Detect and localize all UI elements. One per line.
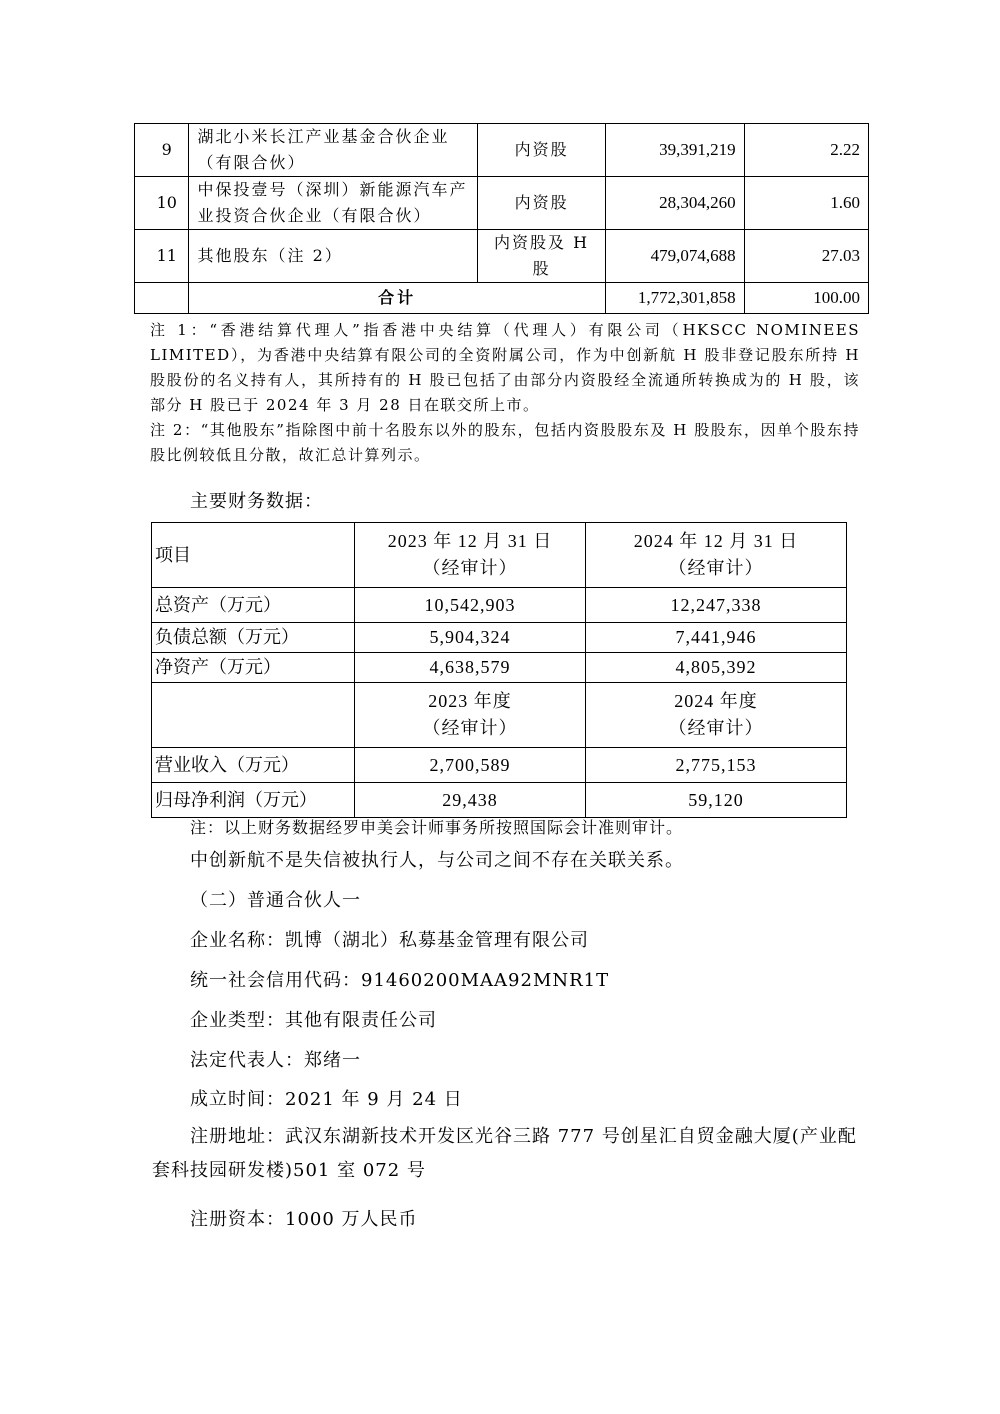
header-year-2-date: 2024 年 12 月 31 日 bbox=[633, 531, 799, 551]
founded-date: 成立时间：2021 年 9 月 24 日 bbox=[190, 1089, 463, 1110]
row-number: 9 bbox=[135, 124, 189, 177]
row-value-2: 59,120 bbox=[586, 783, 847, 818]
table-row bbox=[152, 783, 847, 818]
table-row bbox=[135, 124, 869, 177]
subheader-year-1-label: 2023 年度 bbox=[428, 691, 512, 711]
row-value-1: 10,542,903 bbox=[355, 588, 586, 623]
table-row bbox=[152, 653, 847, 683]
section-title: （二）普通合伙人一 bbox=[190, 890, 361, 911]
legal-representative: 法定代表人：郑绪一 bbox=[190, 1050, 361, 1071]
subheader-year-1-audit: （经审计） bbox=[422, 718, 518, 738]
row-item: 净资产（万元） bbox=[152, 653, 355, 683]
share-percent: 1.60 bbox=[744, 177, 868, 230]
row-value-2: 7,441,946 bbox=[586, 623, 847, 653]
table-row bbox=[152, 748, 847, 783]
registered-address: 注册地址：武汉东湖新技术开发区光谷三路 777 号创星汇自贸金融大厦(产业配套科技园研发楼)501 室 072 号 bbox=[152, 1126, 857, 1181]
finance-heading: 主要财务数据： bbox=[190, 491, 323, 512]
row-value-1: 5,904,324 bbox=[355, 623, 586, 653]
share-count: 39,391,219 bbox=[605, 124, 744, 177]
total-row bbox=[135, 283, 869, 314]
row-number: 11 bbox=[135, 230, 189, 283]
company-name: 企业名称：凯博（湖北）私募基金管理有限公司 bbox=[190, 930, 589, 951]
subheader-year-2-label: 2024 年度 bbox=[674, 691, 758, 711]
table-row bbox=[152, 623, 847, 653]
shareholder-name: 其他股东（注 2） bbox=[189, 230, 478, 283]
row-number: 10 bbox=[135, 177, 189, 230]
total-shares: 1,772,301,858 bbox=[605, 283, 744, 314]
note-1: 注 1：“香港结算代理人”指香港中央结算（代理人）有限公司（HKSCC NOMINEES LIMITED），为香港中央结算有限公司的全资附属公司，作为中创新航 H 股非登记股东所持 H 股股份的名义持有人，其所持有的 H 股已包括了由部分内资股经全流通所转换成为的 H 股，该部分 H 股已于 2024 年 3 月 28 日在联交所上市。 bbox=[150, 321, 860, 414]
shareholder-name: 中保投壹号（深圳）新能源汽车产业投资合伙企业（有限合伙） bbox=[189, 177, 478, 230]
header-year-1 bbox=[355, 523, 586, 588]
header-item: 项目 bbox=[152, 523, 355, 588]
subheader-year-2 bbox=[586, 683, 847, 748]
row-value-2: 2,775,153 bbox=[586, 748, 847, 783]
subheader-year-2-audit: （经审计） bbox=[668, 718, 764, 738]
finance-note: 注：以上财务数据经罗申美会计师事务所按照国际会计准则审计。 bbox=[190, 818, 684, 837]
header-year-2-audit: （经审计） bbox=[668, 558, 764, 578]
note-2: 注 2：“其他股东”指除图中前十名股东以外的股东，包括内资股股东及 H 股股东，因单个股东持股比例较低且分散，故汇总计算列示。 bbox=[150, 421, 860, 464]
table-row bbox=[152, 588, 847, 623]
share-type: 内资股 bbox=[478, 177, 605, 230]
header-year-1-audit: （经审计） bbox=[422, 558, 518, 578]
table-subheader-row bbox=[152, 683, 847, 748]
shareholder-table bbox=[134, 123, 869, 314]
total-label: 合计 bbox=[189, 283, 605, 314]
row-item: 负债总额（万元） bbox=[152, 623, 355, 653]
header-year-1-date: 2023 年 12 月 31 日 bbox=[387, 531, 553, 551]
empty-cell bbox=[152, 683, 355, 748]
total-percent: 100.00 bbox=[744, 283, 868, 314]
table-row bbox=[135, 230, 869, 283]
registered-capital: 注册资本：1000 万人民币 bbox=[190, 1209, 418, 1230]
row-item: 总资产（万元） bbox=[152, 588, 355, 623]
row-item: 营业收入（万元） bbox=[152, 748, 355, 783]
statement: 中创新航不是失信被执行人，与公司之间不存在关联关系。 bbox=[190, 850, 684, 871]
table-notes bbox=[150, 318, 860, 468]
row-value-1: 2,700,589 bbox=[355, 748, 586, 783]
header-year-2 bbox=[586, 523, 847, 588]
row-value-1: 29,438 bbox=[355, 783, 586, 818]
table-row bbox=[135, 177, 869, 230]
share-percent: 2.22 bbox=[744, 124, 868, 177]
row-value-2: 12,247,338 bbox=[586, 588, 847, 623]
row-value-1: 4,638,579 bbox=[355, 653, 586, 683]
subheader-year-1 bbox=[355, 683, 586, 748]
share-type: 内资股及 H 股 bbox=[478, 230, 605, 283]
company-type: 企业类型：其他有限责任公司 bbox=[190, 1010, 437, 1031]
empty-cell bbox=[135, 283, 189, 314]
share-type: 内资股 bbox=[478, 124, 605, 177]
table-header-row bbox=[152, 523, 847, 588]
finance-table bbox=[151, 522, 847, 818]
row-value-2: 4,805,392 bbox=[586, 653, 847, 683]
row-item: 归母净利润（万元） bbox=[152, 783, 355, 818]
shareholder-name: 湖北小米长江产业基金合伙企业（有限合伙） bbox=[189, 124, 478, 177]
share-count: 28,304,260 bbox=[605, 177, 744, 230]
share-percent: 27.03 bbox=[744, 230, 868, 283]
credit-code: 统一社会信用代码：91460200MAA92MNR1T bbox=[190, 970, 610, 991]
share-count: 479,074,688 bbox=[605, 230, 744, 283]
